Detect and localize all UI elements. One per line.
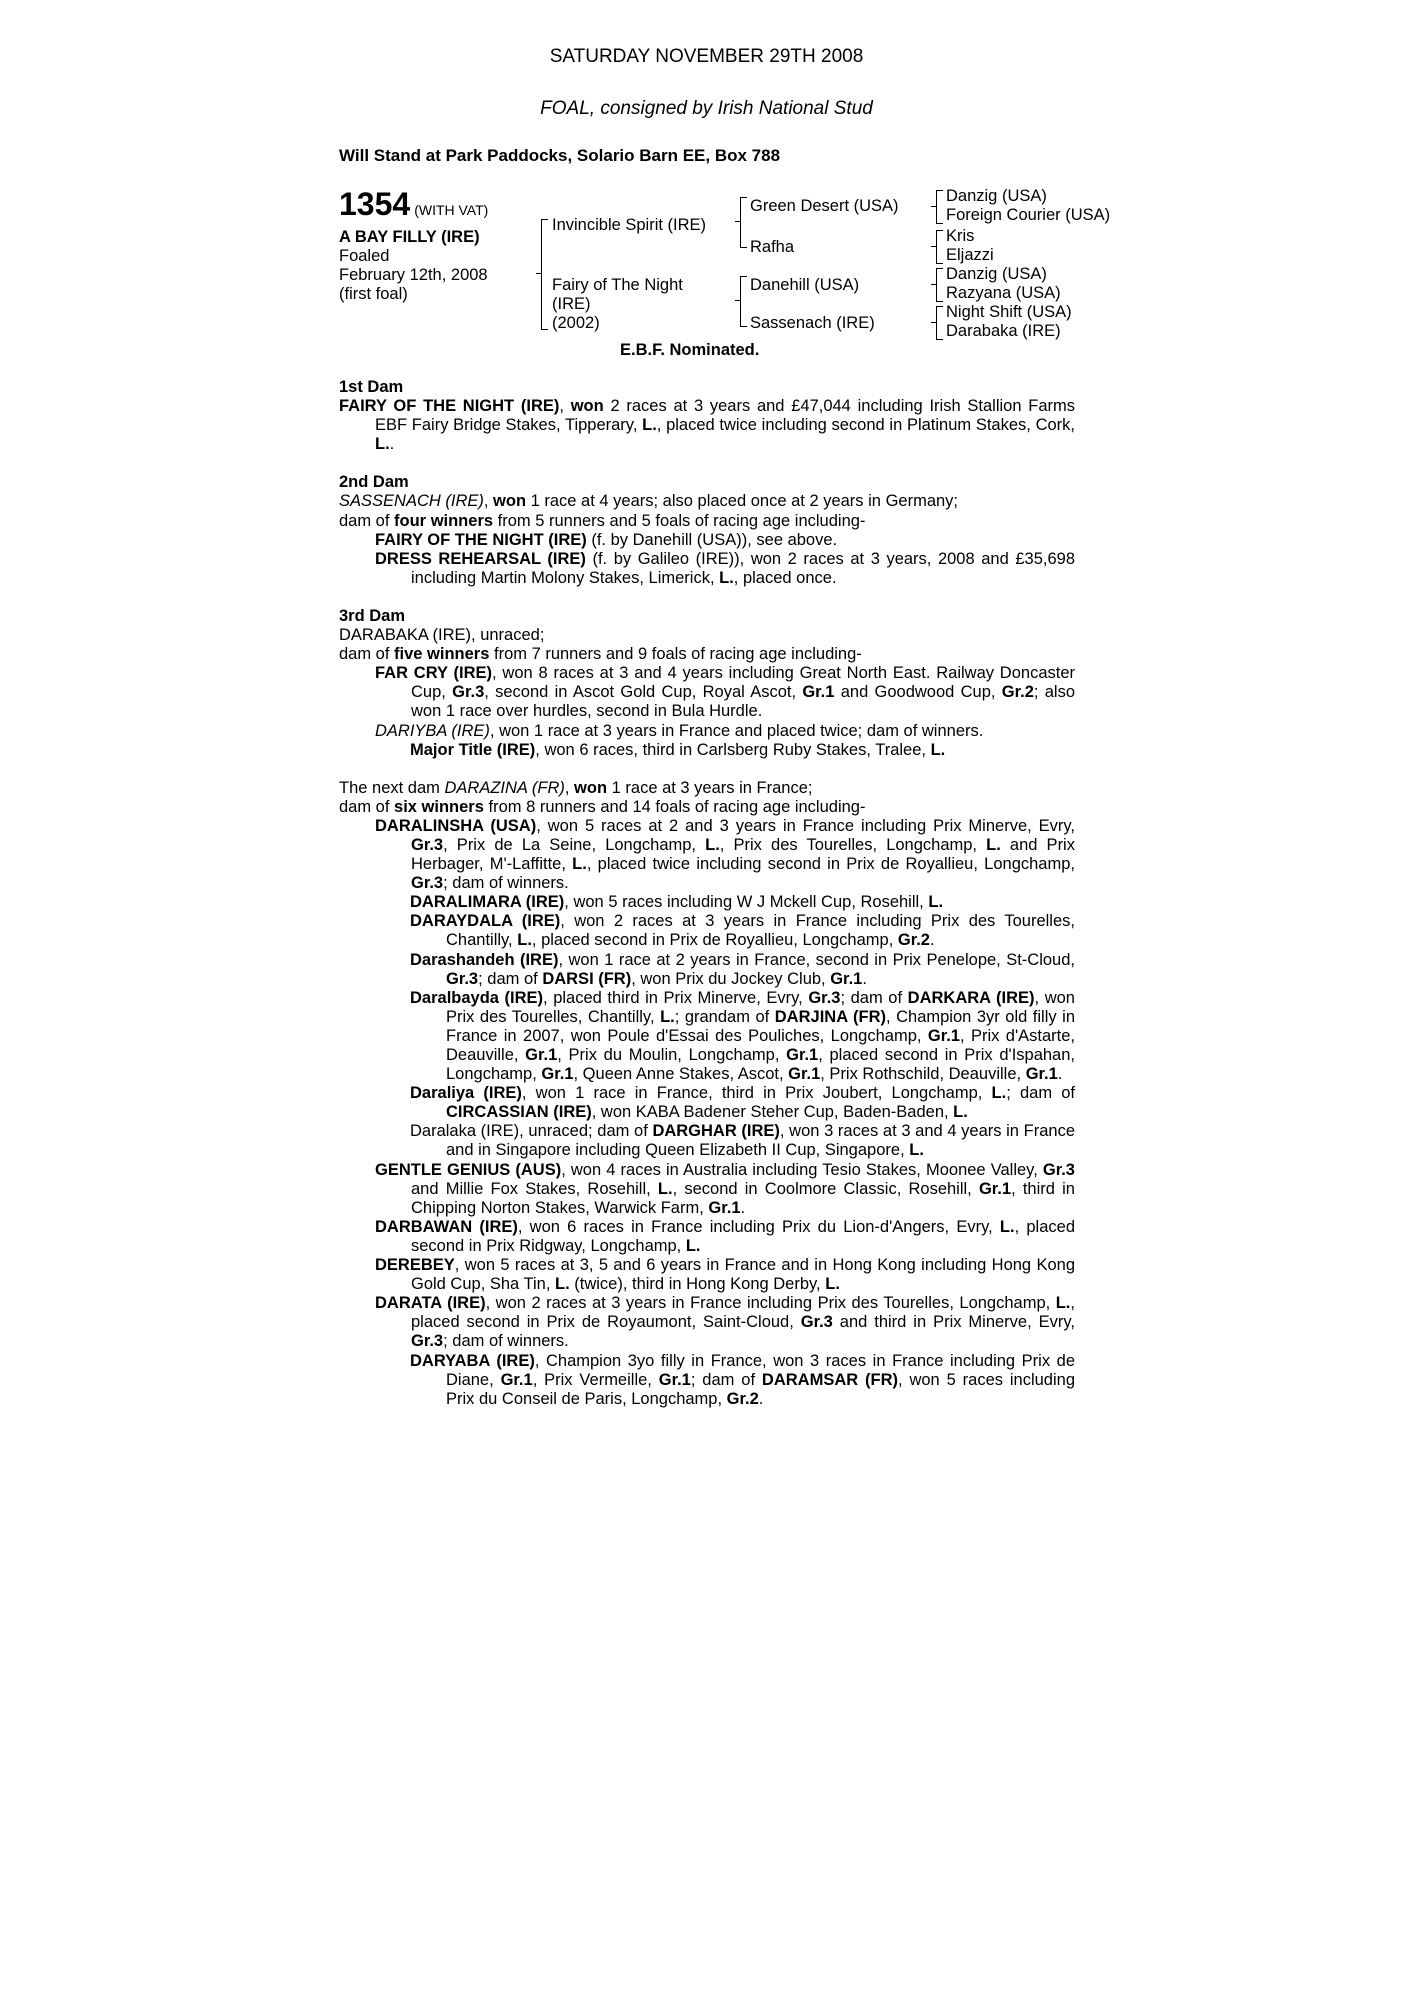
lot-title: A BAY FILLY (IRE) <box>339 228 480 246</box>
produce-gentle-genius: GENTLE GENIUS (AUS), won 4 races in Australia including Tesio Stakes, Moonee Valley, Gr.3 and Millie Fox Stakes, Rosehill, L., second in Coolmore Classic, Rosehill, Gr.1, third in Chipping Norton Stakes, Warwick Farm, Gr.1. <box>375 1160 1075 1217</box>
foaled-date: February 12th, 2008 <box>339 266 488 284</box>
produce-daralbayda: Daralbayda (IRE), placed third in Prix Minerve, Evry, Gr.3; dam of DARKARA (IRE), won Prix des Tourelles, Chantilly, L.; grandam of DARJINA (FR), Champion 3yr old filly in France in 2007, won Poule d'Essai des Pouliches, Longchamp, Gr.1, Prix d'Astarte, Deauville, Gr.1, Prix du Moulin, Longchamp, Gr.1, placed second in Prix d'Ispahan, Longchamp, Gr.1, Queen Anne Stakes, Ascot, Gr.1, Prix Rothschild, Deauville, Gr.1. <box>410 988 1076 1084</box>
brace-dd <box>936 306 943 340</box>
stand-location: Will Stand at Park Paddocks, Solario Barn EE, Box 788 <box>339 146 781 165</box>
third-dam-heading: 3rd Dam <box>339 606 406 625</box>
produce-daryaba: DARYABA (IRE), Champion 3yo filly in France, won 3 races in France including Prix de Diane, Gr.1, Prix Vermeille, Gr.1; dam of DARAMSAR (FR), won 5 races including Prix du Conseil de Paris, Longchamp, Gr.2. <box>410 1351 1075 1408</box>
produce-darashandeh: Darashandeh (IRE), won 1 race at 2 years in France, second in Prix Penelope, St-Cloud, Gr.3; dam of DARSI (FR), won Prix du Jockey Club, Gr.1. <box>410 950 1075 988</box>
produce-derebey: DEREBEY, won 5 races at 3, 5 and 6 years in France and in Hong Kong including Hong Kong Gold Cup, Sha Tin, L. (twice), third in Hong Kong Derby, L. <box>375 1256 1075 1294</box>
sds: Kris <box>946 227 975 245</box>
brace-sire-point <box>735 221 740 222</box>
second-dam-heading: 2nd Dam <box>339 473 409 492</box>
third-dam-produce: dam of five winners from 7 runners and 9 foals of racing age including- <box>339 645 862 664</box>
sire-sire: Green Desert (USA) <box>750 197 899 215</box>
brace-sd <box>936 230 943 264</box>
produce-daralimara: DARALIMARA (IRE), won 5 races including W J Mckell Cup, Rosehill, L. <box>410 893 944 912</box>
produce-daraydala: DARAYDALA (IRE), won 2 races at 3 years in France including Prix des Tourelles, Chantilly, L., placed second in Prix de Royallieu, Longchamp, Gr.2. <box>410 912 1075 950</box>
produce-daralinsha: DARALINSHA (USA), won 5 races at 2 and 3 years in France including Prix Minerve, Evry, Gr.3, Prix de La Seine, Longchamp, L., Prix des Tourelles, Longchamp, L. and Prix Herbager, M'-Laffitte, L., placed twice including second in Prix de Royallieu, Longchamp, Gr.3; dam of winners. <box>375 816 1075 893</box>
brace-dam-point <box>735 300 740 301</box>
first-dam-heading: 1st Dam <box>339 378 404 396</box>
sire-dam: Rafha <box>750 238 795 256</box>
brace-gen1 <box>541 219 548 330</box>
dam-name: Fairy of The Night <box>552 276 683 294</box>
produce-darbawan: DARBAWAN (IRE), won 6 races in France including Prix du Lion-d'Angers, Evry, L., placed second in Prix Ridgway, Longchamp, L. <box>375 1217 1075 1255</box>
produce-dress-rehearsal: DRESS REHEARSAL (IRE) (f. by Galileo (IRE)), won 2 races at 3 years, 2008 and £35,698 including Martin Molony Stakes, Limerick, L., placed once. <box>375 549 1075 587</box>
first-dam-entry: FAIRY OF THE NIGHT (IRE), won 2 races at 3 years and £47,044 including Irish Stallion Farms EBF Fairy Bridge Stakes, Tipperary, L., placed twice including second in Platinum Stakes, Cork, L.. <box>339 397 1075 454</box>
sdd: Eljazzi <box>946 246 994 264</box>
second-dam-produce: dam of four winners from 5 runners and 5 foals of racing age including- <box>339 511 866 530</box>
dam-year: (2002) <box>552 314 600 332</box>
sire: Invincible Spirit (IRE) <box>552 216 707 234</box>
produce-major-title: Major Title (IRE), won 6 races, third in Carlsberg Ruby Stakes, Tralee, L. <box>410 740 946 759</box>
next-dam-produce: dam of six winners from 8 runners and 14 foals of racing age including- <box>339 797 866 816</box>
lot-block <box>339 186 488 223</box>
brace-sire <box>740 197 747 248</box>
brace-ss <box>936 190 943 224</box>
ebf-nominated: E.B.F. Nominated. <box>620 341 760 359</box>
foal-note: (first foal) <box>339 285 408 303</box>
lot-vat: (WITH VAT) <box>414 202 489 218</box>
dam-sire: Danehill (USA) <box>750 276 860 294</box>
ddd: Darabaka (IRE) <box>946 322 1061 340</box>
brace-dd-point <box>931 322 936 323</box>
dam-country: (IRE) <box>552 295 591 313</box>
produce-daraliya: Daraliya (IRE), won 1 race in France, third in Prix Joubert, Longchamp, L.; dam of CIRCASSIAN (IRE), won KABA Badener Steher Cup, Baden-Baden, L. <box>410 1084 1075 1122</box>
lot-number: 1354 <box>339 186 411 222</box>
produce-darata: DARATA (IRE), won 2 races at 3 years in France including Prix des Tourelles, Longchamp, L., placed second in Prix de Royaumont, Saint-Cloud, Gr.3 and third in Prix Minerve, Evry, Gr.3; dam of winners. <box>375 1294 1075 1351</box>
dam-dam: Sassenach (IRE) <box>750 314 875 332</box>
brace-gen1-point <box>536 273 541 274</box>
brace-dam <box>740 276 747 327</box>
brace-ds <box>936 268 943 302</box>
sss: Danzig (USA) <box>946 187 1047 205</box>
dsd: Razyana (USA) <box>946 284 1061 302</box>
produce-daralaka: Daralaka (IRE), unraced; dam of DARGHAR (IRE), won 3 races at 3 and 4 years in France and in Singapore including Queen Elizabeth II Cup, Singapore, L. <box>410 1122 1075 1160</box>
brace-sd-point <box>931 246 936 247</box>
catalogue-body <box>339 378 1075 1409</box>
produce-dariyba: DARIYBA (IRE), won 1 race at 3 years in France and placed twice; dam of winners. <box>375 721 984 740</box>
sale-date: SATURDAY NOVEMBER 29TH 2008 <box>549 46 864 67</box>
brace-ss-point <box>931 206 936 207</box>
third-dam-entry: DARABAKA (IRE), unraced; <box>339 626 545 645</box>
ssd: Foreign Courier (USA) <box>946 206 1111 224</box>
brace-ds-point <box>931 284 936 285</box>
dss: Danzig (USA) <box>946 265 1047 283</box>
second-dam-entry: SASSENACH (IRE), won 1 race at 4 years; also placed once at 2 years in Germany; <box>339 492 959 511</box>
produce-far-cry: FAR CRY (IRE), won 8 races at 3 and 4 years including Great North East. Railway Doncaster Cup, Gr.3, second in Ascot Gold Cup, Royal Ascot, Gr.1 and Goodwood Cup, Gr.2; also won 1 race over hurdles, second in Bula Hurdle. <box>375 664 1076 721</box>
foaled-label: Foaled <box>339 247 390 265</box>
next-dam-entry: The next dam DARAZINA (FR), won 1 race at 3 years in France; <box>339 778 813 797</box>
produce-fairy-of-the-night: FAIRY OF THE NIGHT (IRE) (f. by Danehill (USA)), see above. <box>375 530 838 549</box>
consignor-line: FOAL, consigned by Irish National Stud <box>540 98 873 119</box>
dds: Night Shift (USA) <box>946 303 1072 321</box>
